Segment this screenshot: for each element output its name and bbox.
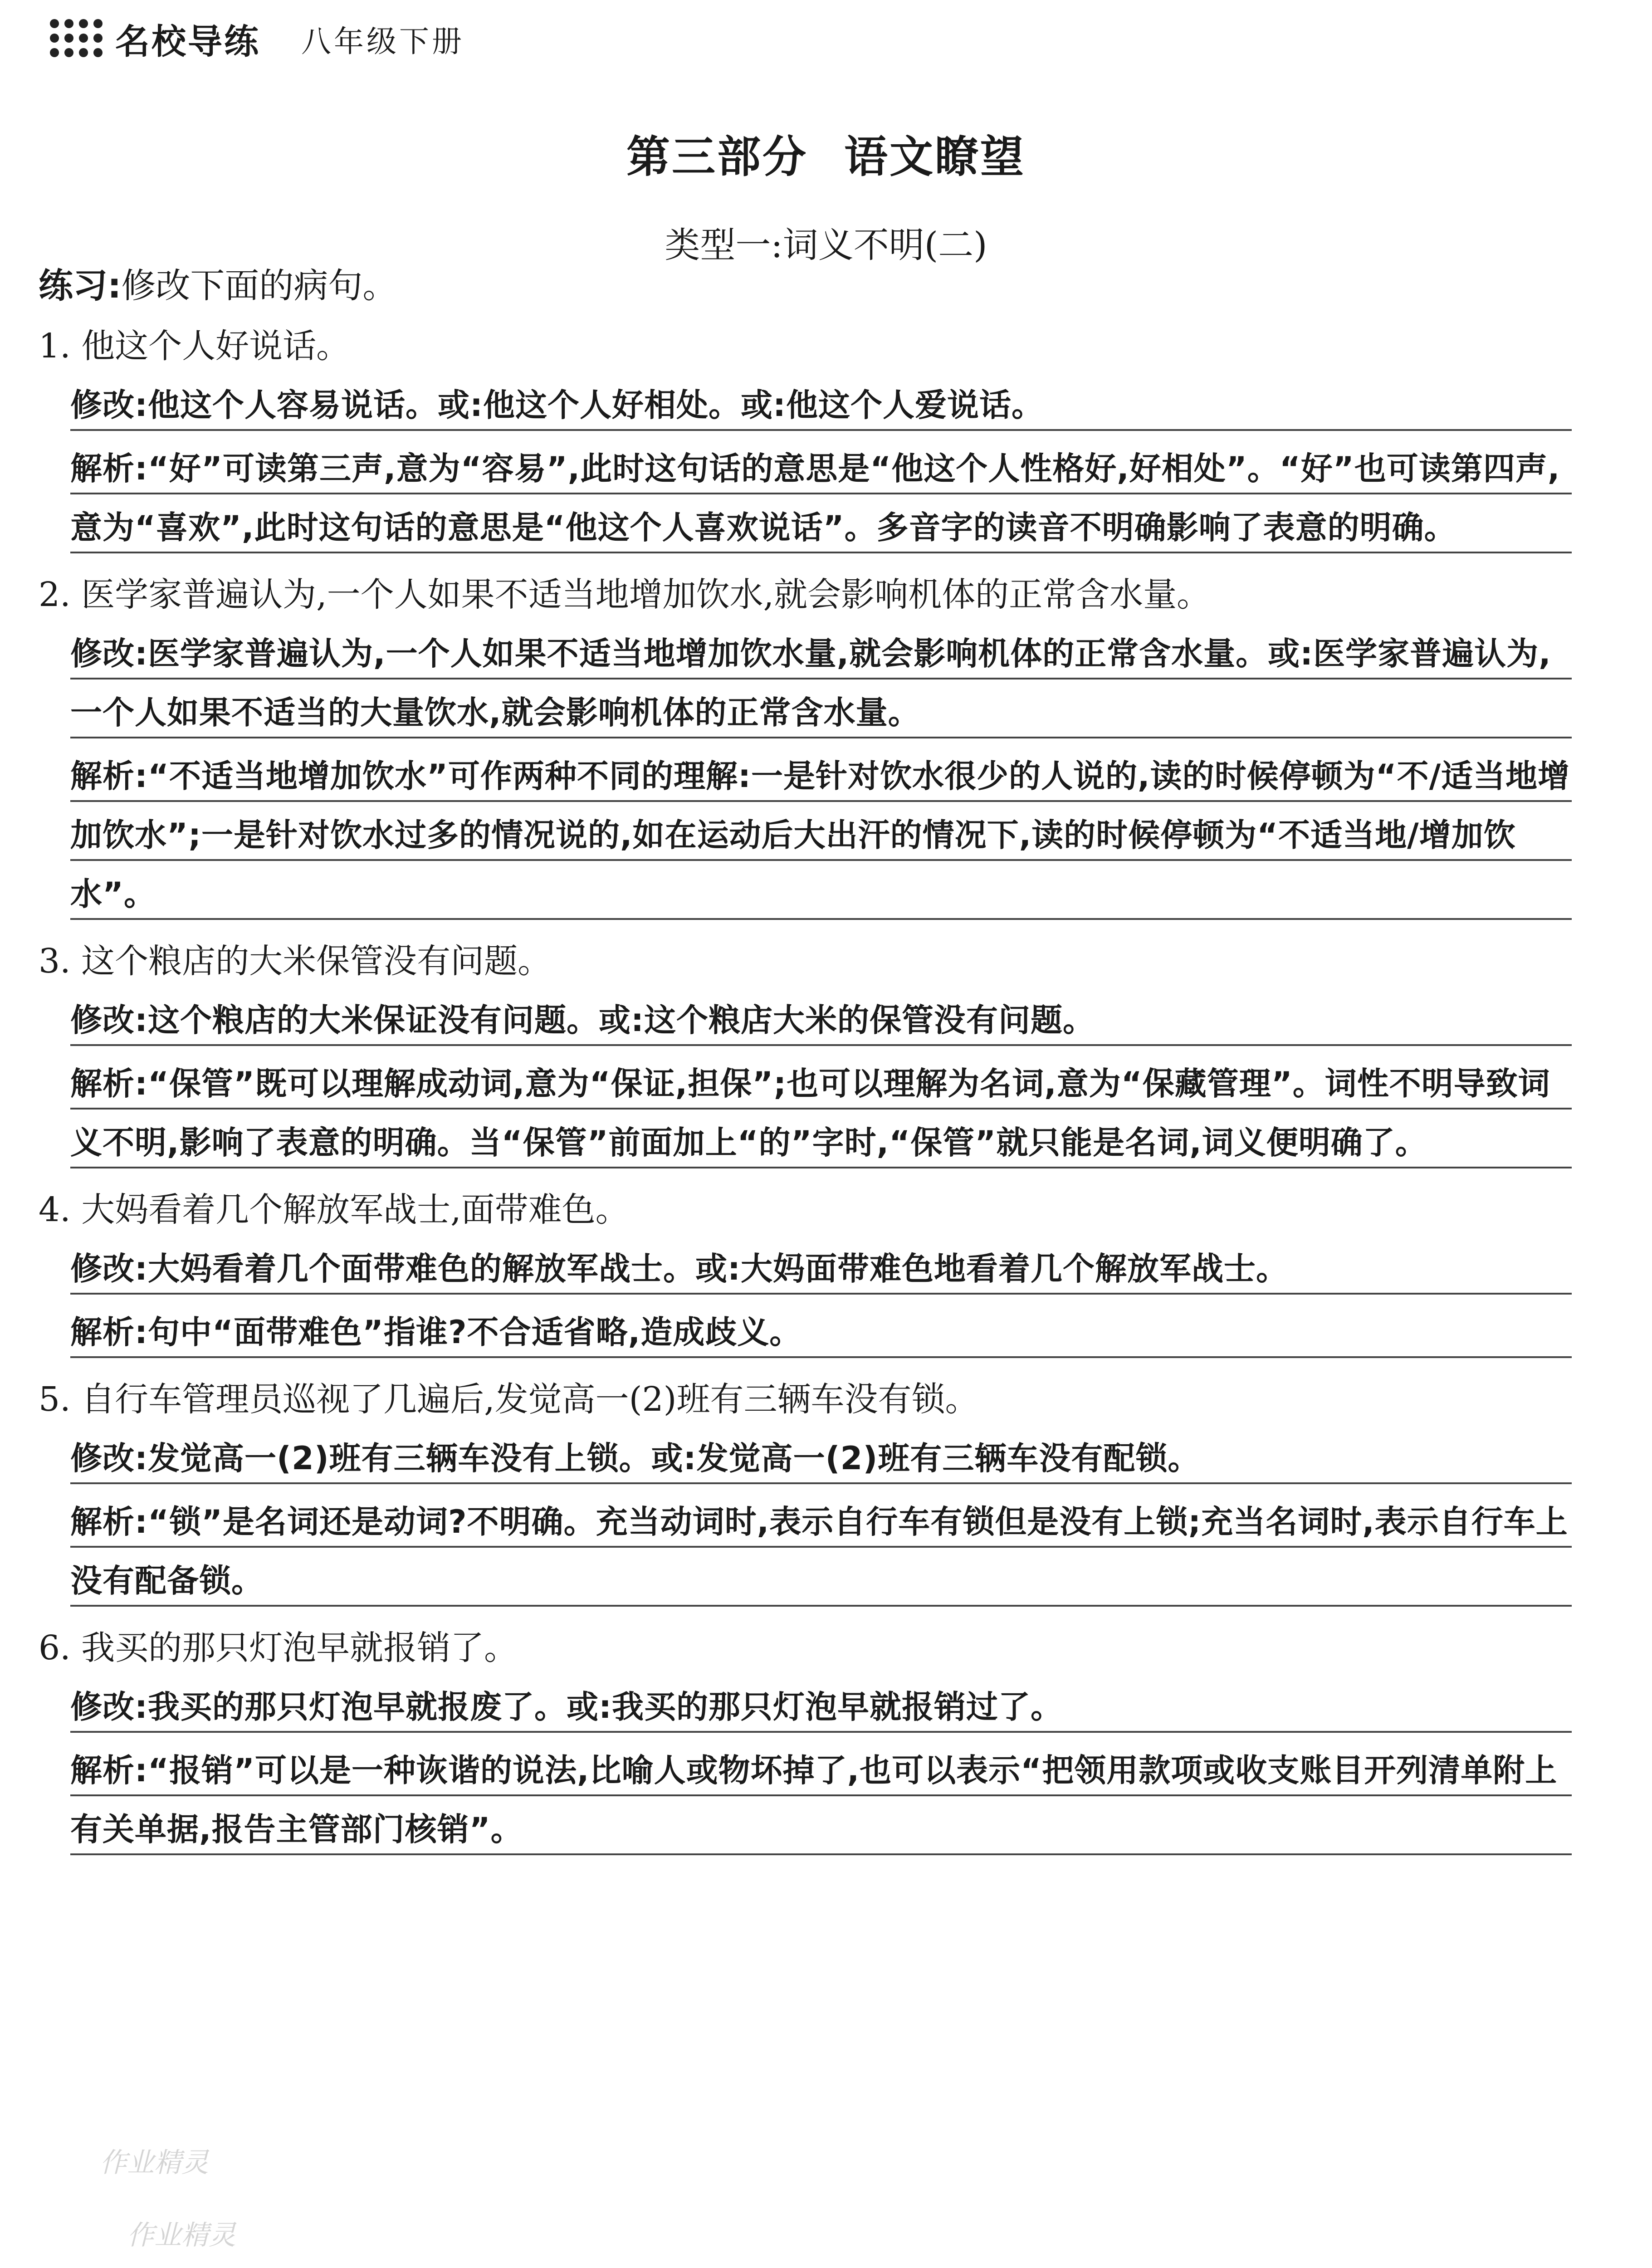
fix-text: 修改:大妈看着几个面带难色的解放军战士。或:大妈面带难色地看着几个解放军战士。 xyxy=(70,1239,1572,1303)
analysis-text: 解析:“不适当地增加饮水”可作两种不同的理解:一是针对饮水很少的人说的,读的时候停顿为“不/适当地增加饮水”;一是针对饮水过多的情况说的,如在运动后大出汗的情况下,读的时候停顿为“不适当地/增加饮水”。 xyxy=(70,747,1572,928)
exercise-item xyxy=(39,317,1572,562)
fix-text: 修改:发觉高一(2)班有三辆车没有上锁。或:发觉高一(2)班有三辆车没有配锁。 xyxy=(70,1429,1572,1492)
question-text: 3. 这个粮店的大米保管没有问题。 xyxy=(39,942,552,981)
fix-text: 修改:医学家普遍认为,一个人如果不适当地增加饮水量,就会影响机体的正常含水量。或:医学家普遍认为,一个人如果不适当的大量饮水,就会影响机体的正常含水量。 xyxy=(70,624,1572,747)
part-label: 第三部分 xyxy=(626,132,808,182)
question-text: 2. 医学家普遍认为,一个人如果不适当地增加饮水,就会影响机体的正常含水量。 xyxy=(39,575,1211,614)
exercise-item xyxy=(39,932,1572,1177)
analysis-text: 解析:“好”可读第三声,意为“容易”,此时这句话的意思是“他这个人性格好,好相处”。“好”也可读第四声,意为“喜欢”,此时这句话的意思是“他这个人喜欢说话”。多音字的读音不明确影响了表意的明确。 xyxy=(70,439,1572,562)
answer-block xyxy=(70,1429,1572,1615)
answer-block xyxy=(70,624,1572,928)
exercise-item xyxy=(39,565,1572,928)
intro-label: 练习: xyxy=(39,265,122,306)
brand-title: 名校导练 xyxy=(115,21,260,62)
watermark-text: 作业精灵 xyxy=(100,2147,209,2179)
section-subtitle: 类型一:词义不明(二) xyxy=(665,225,987,266)
grade-label: 八年级下册 xyxy=(301,24,464,59)
exercise-intro xyxy=(39,259,1572,313)
question-text: 4. 大妈看着几个解放军战士,面带难色。 xyxy=(39,1190,629,1229)
exercise-item xyxy=(39,1180,1572,1366)
exercise-item xyxy=(39,1370,1572,1615)
analysis-text: 解析:“锁”是名词还是动词?不明确。充当动词时,表示自行车有锁但是没有上锁;充当名词时,表示自行车上没有配备锁。 xyxy=(70,1492,1572,1615)
question-text: 1. 他这个人好说话。 xyxy=(39,327,350,366)
question-text: 6. 我买的那只灯泡早就报销了。 xyxy=(39,1628,518,1667)
dots-logo-icon xyxy=(50,19,103,58)
answer-block xyxy=(70,991,1572,1177)
analysis-text: 解析:“报销”可以是一种诙谐的说法,比喻人或物坏掉了,也可以表示“把领用款项或收支账目开列清单附上有关单据,报告主管部门核销”。 xyxy=(70,1741,1572,1863)
analysis-text: 解析:“保管”既可以理解成动词,意为“保证,担保”;也可以理解为名词,意为“保藏管理”。词性不明导致词义不明,影响了表意的明确。当“保管”前面加上“的”字时,“保管”就只能是名词,词义便明确了。 xyxy=(70,1054,1572,1177)
answer-block xyxy=(70,376,1572,562)
analysis-text: 解析:句中“面带难色”指谁?不合适省略,造成歧义。 xyxy=(70,1303,1572,1366)
part-name: 语文瞭望 xyxy=(844,132,1026,182)
page-header xyxy=(50,14,464,64)
fix-text: 修改:我买的那只灯泡早就报废了。或:我买的那只灯泡早就报销过了。 xyxy=(70,1677,1572,1741)
fix-text: 修改:这个粮店的大米保证没有问题。或:这个粮店大米的保管没有问题。 xyxy=(70,991,1572,1054)
watermark-text: 作业精灵 xyxy=(127,2219,236,2251)
part-title xyxy=(0,122,1652,185)
fix-text: 修改:他这个人容易说话。或:他这个人好相处。或:他这个人爱说话。 xyxy=(70,376,1572,439)
exercise-item xyxy=(39,1618,1572,1863)
answer-block xyxy=(70,1239,1572,1366)
question-text: 5. 自行车管理员巡视了几遍后,发觉高一(2)班有三辆车没有锁。 xyxy=(39,1380,979,1419)
exercise-content xyxy=(39,259,1572,1863)
answer-block xyxy=(70,1677,1572,1863)
intro-text: 修改下面的病句。 xyxy=(121,265,397,306)
